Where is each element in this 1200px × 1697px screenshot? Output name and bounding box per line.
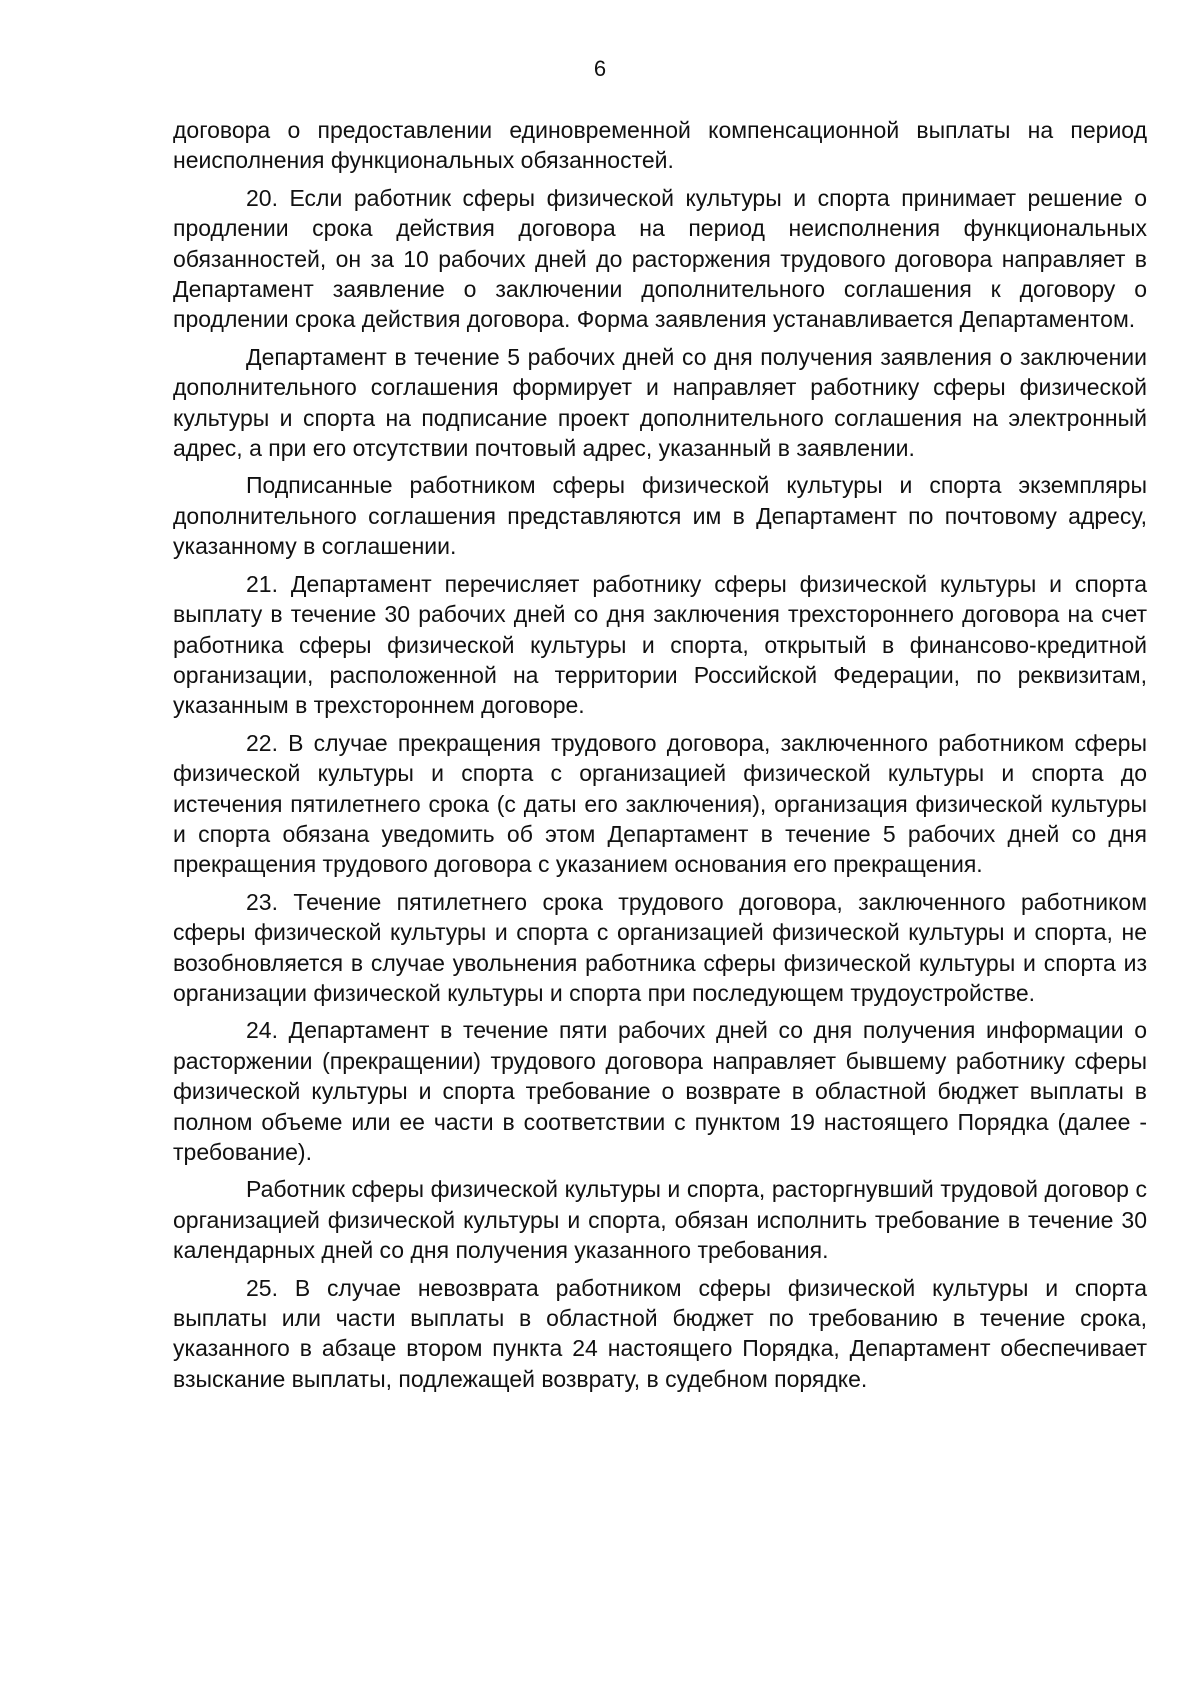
paragraph-item-25: 25. В случае невозврата работником сферы физической культуры и спорта выплаты или части выплаты в областной бюджет по требованию в течение срока, указанного в абзаце втором пункта 24 настоящего Порядка, Департамент обеспечивает взыскание выплаты, подлежащей возврату, в судебном порядке. [173, 1274, 1147, 1392]
paragraph-item-23: 23. Течение пятилетнего срока трудового договора, заключенного работником сферы физической культуры и спорта с организацией физической культуры и спорта, не возобновляется в случае увольнения работника сферы физической культуры и спорта из организации физической культуры и спорта при последующем трудоустройстве. [173, 888, 1147, 1006]
paragraph-item-20-part-2: Департамент в течение 5 рабочих дней со дня получения заявления о заключении дополнительного соглашения формирует и направляет работнику сферы физической культуры и спорта на подписание проект дополнительного соглашения на электронный адрес, а при его отсутствии почтовый адрес, указанный в заявлении. [173, 343, 1147, 462]
paragraph-item-20-part-3: Подписанные работником сферы физической культуры и спорта экземпляры дополнительного соглашения представляются им в Департамент по почтовому адресу, указанному в соглашении. [173, 472, 1147, 560]
paragraph-item-24: 24. Департамент в течение пяти рабочих дней со дня получения информации о расторжении (прекращении) трудового договора направляет бывшему работнику сферы физической культуры и спорта требование о возврате в областной бюджет выплаты в полном объеме или ее части в соответствии с пунктом 19 настоящего Порядка (далее - требование). [173, 1017, 1147, 1165]
page-number: 6 [593, 56, 607, 81]
paragraph-item-20: 20. Если работник сферы физической культуры и спорта принимает решение о продлении срока действия договора на период неисполнения функциональных обязанностей, он за 10 рабочих дней до расторжения трудового договора направляет в Департамент заявление о заключении дополнительного соглашения к договору о продлении срока действия договора. Форма заявления устанавливается Департаментом. [173, 184, 1147, 333]
paragraph-item-22: 22. В случае прекращения трудового договора, заключенного работником сферы физической культуры и спорта с организацией физической культуры и спорта до истечения пятилетнего срока (с даты его заключения), организация физической культуры и спорта обязана уведомить об этом Департамент в течение 5 рабочих дней со дня прекращения трудового договора с указанием основания его прекращения. [173, 729, 1147, 878]
document-body [173, 115, 1147, 1401]
paragraph-item-24-part-2: Работник сферы физической культуры и спорта, расторгнувший трудовой договор с организацией физической культуры и спорта, обязан исполнить требование в течение 30 календарных дней со дня получения указанного требования. [173, 1176, 1147, 1264]
paragraph-item-21: 21. Департамент перечисляет работнику сферы физической культуры и спорта выплату в течение 30 рабочих дней со дня заключения трехстороннего договора на счет работника сферы физической культуры и спорта, открытый в финансово-кредитной организации, расположенной на территории Российской Федерации, по реквизитам, указанным в трехстороннем договоре. [173, 570, 1147, 719]
paragraph-continuation: договора о предоставлении единовременной компенсационной выплаты на период неисполнения функциональных обязанностей. [173, 117, 1147, 174]
